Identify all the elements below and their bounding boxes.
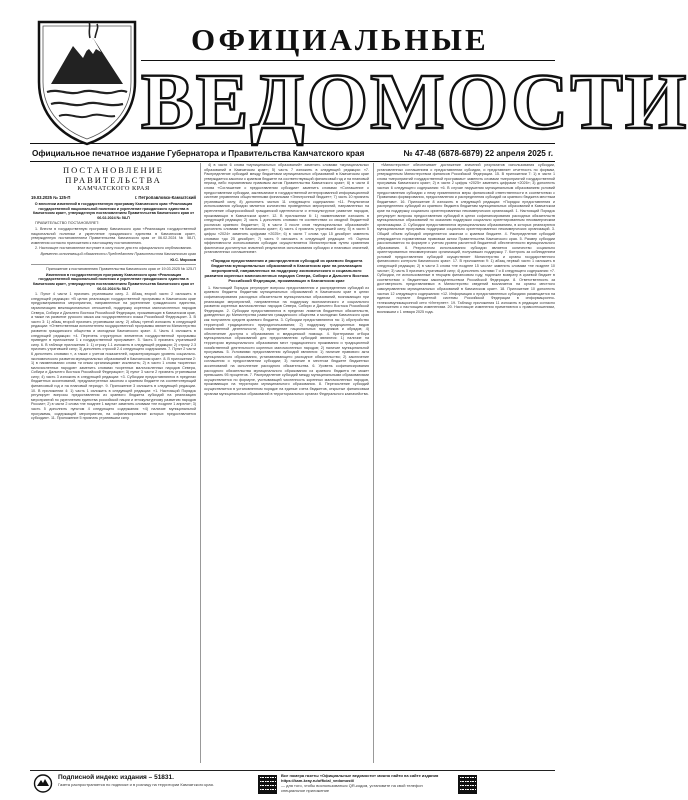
subscription-index: Подписной индекс издания – 51831. — [58, 774, 174, 781]
column-3-body: «Министерство» обеспечивает достижение значений результатов использования субсидии, установленных соглашением о предоставлении субсидии, и представляет отчетность по формам, утвержденным Министерством финансов Российской Федерации. 15. В приложении 7: 1) в части 1 слова «мероприятий государственной программы» заменить словами «мероприятий государственной программы Камчатского края»; 2) в части 2 цифры «2025» заменить цифрами «2026»; 3) дополнить частью 6 следующего содержания: «6. В случае нарушения муниципальным образованием условий предоставления субсидии к нему применяются меры финансовой ответственности в соответствии с Правилами формирования, предоставления и распределения субсидий из краевого бюджета местным бюджетам». 16. Приложение 8 изложить в следующей редакции: «Порядок предоставления и распределения субсидий из краевого бюджета бюджетам муниципальных образований в Камчатском крае на поддержку социально ориентированных некоммерческих организаций. 1. Настоящий Порядок регулирует вопросы предоставления субсидий в целях софинансирования расходных обязательств муниципальных образований по оказанию поддержки социально ориентированным некоммерческим организациям. 2. Субсидии предоставляются муниципальным образованиям, в которых реализуются муниципальные программы поддержки социально ориентированных некоммерческих организаций. 3. Общий объем субсидий определяется законом о краевом бюджете. 4. Распределение субсидий утверждается нормативным правовым актом Правительства Камчатского края. 5. Размер субсидии рассчитывается по формуле с учетом уровня расчетной бюджетной обеспеченности муниципального образования. 6. Результатом использования субсидии является количество социально ориентированных некоммерческих организаций, получивших поддержку. 7. Контроль за соблюдением условий предоставления субсидий осуществляет Министерство и органы государственного финансового контроля Камчатского края». 17. В приложении 9: 1) абзац первый части 1 изложить в следующей редакции; 2) в части 3 слова «не позднее 15 числа» заменить словами «не позднее 10 числа»; 3) часть 5 признать утратившей силу; 4) дополнить частями 7 и 8 следующего содержания: «7. Субсидии, не использованные в текущем финансовом году, подлежат возврату в краевой бюджет в соответствии с бюджетным законодательством Российской Федерации. 8. Ответственность за достоверность представляемых в Министерство сведений возлагается на органы местного самоуправления муниципальных образований в Камчатском крае». 18. Приложение 10 дополнить частью 12 следующего содержания: «12. Информация о предоставленных субсидиях размещается на едином портале бюджетной системы Российской Федерации в информационно-телекоммуникационной сети «Интернет». 19. Таблицу приложения 11 изложить в редакции согласно приложению к настоящим изменениям. 20. Настоящие изменения применяются к правоотношениям, возникшим с 1 января 2025 года. — [377, 163, 555, 314]
decree-heading: О внесении изменений в государственную программу Камчатского края «Реализация государственной национальной политики и укрепление гражданского единства в Камчатском крае», утвержденную постановлением Правительства Камчатского края от 06.02.2024 № 58-П — [32, 202, 195, 220]
decree-date: 19.03.2025 № 125-П — [31, 194, 71, 200]
column-1 — [31, 163, 196, 767]
column-divider-1 — [200, 163, 201, 763]
changes-body: 1. Пункт 4 части 1 признать утратившим силу. 2. Абзац второй части 2 изложить в следующей редакции: «В целях реализации государственной программы в Камчатском крае предусматриваются мероприятия, направленные на укрепление гражданского единства, гармонизацию межнациональных отношений, поддержку коренных малочисленных народов Севера, Сибири и Дальнего Востока Российской Федерации, проживающих в Камчатском крае, а также на развитие русского языка как государственного языка Российской Федерации». 3. В части 3: 1) абзац второй признать утратившим силу; 2) абзац третий изложить в следующей редакции: «Ответственным исполнителем государственной программы является Министерство развития гражданского общества и молодежи Камчатского края». 4. Часть 4 изложить в следующей редакции: «4. Перечень структурных элементов государственной программы приведен в приложении 1 к государственной программе». 5. Часть 5 признать утратившей силу. 6. В таблице приложения 1: 1) строку 1.1 изложить в следующей редакции; 2) строку 2.3 признать утратившей силу; 3) дополнить строкой 2.4 следующего содержания. 7. Пункт 2 части 6 дополнить словами «, а также с учетом показателей, характеризующих уровень социально-экономического развития муниципальных образований в Камчатском крае». 8. В приложении 2: 1) в наименовании слова «и иным организациям» исключить; 2) в части 1 слова «коренных малочисленных народов» заменить словами «коренных малочисленных народов Севера, Сибири и Дальнего Востока Российской Федерации»; 3) пункт 3 части 2 признать утратившим силу; 4) часть 3 изложить в следующей редакции: «3. Субсидии предоставляются в пределах бюджетных ассигнований, предусмотренных законом о краевом бюджете на соответствующий финансовый год и на плановый период». 9. Приложение 3 изложить в следующей редакции. 10. В приложении 4: 1) часть 1 изложить в следующей редакции: «1. Настоящий Порядок регулирует вопросы предоставления из краевого бюджета субсидий на реализацию мероприятий по укреплению единства российской нации и этнокультурному развитию народов России»; 2) в части 2 слова «не позднее 1 марта» заменить словами «не позднее 1 апреля»; 3) часть 5 дополнить пунктом 4 следующего содержания: «4) наличие муниципальной программы, содержащей мероприятия, на софинансирование которых предоставляется субсидия». 11. Приложение 5 признать утратившим силу. — [31, 292, 197, 421]
subline-rule — [30, 161, 555, 162]
masthead-subline — [32, 146, 553, 160]
decree-city: г. Петропавловск-Камчатский — [134, 194, 196, 200]
post-label: ПОСТАНОВЛЕНИЕ — [62, 165, 164, 175]
signer-role: Временно исполняющий обязанности Председателя Правительства Камчатского края — [40, 252, 196, 257]
archive-note: Все номера газеты «Официальные ведомости» можно найти на сайте издания https://kam-kray.ru/official_vedomosti/ — [281, 773, 439, 783]
decree-paragraph-1: 1. Внести в государственную программу Камчатского края «Реализация государственной национальной политики и укрепление гражданского единства в Камчатском крае», утвержденную постановлением Правительства Камчатского края от 06.02.2024 № 58-П, изменения согласно приложению к настоящему постановлению. — [31, 227, 196, 245]
column-2-body-b: 1. Настоящий Порядок регулирует вопросы предоставления и распределения субсидий из краевого бюджета бюджетам муниципальных образований в Камчатском крае в целях софинансирования расходных обязательств муниципальных образований, возникающих при реализации мероприятий, направленных на поддержку экономического и социального развития коренных малочисленных народов Севера, Сибири и Дальнего Востока Российской Федерации. 2. Субсидии предоставляются в пределах лимитов бюджетных обязательств, доведенных до Министерства развития гражданского общества и молодежи Камчатского края как получателя средств краевого бюджета. 3. Субсидии предоставляются на: 1) обустройство территорий традиционного природопользования; 2) поддержку традиционных видов хозяйственной деятельности; 3) проведение национальных праздников и обрядов; 4) обеспечение доступа к образованию и медицинской помощи. 4. Критериями отбора муниципальных образований для предоставления субсидий являются: 1) наличие на территории муниципального образования мест традиционного проживания и традиционной хозяйственной деятельности коренных малочисленных народов; 2) наличие муниципальной программы. 5. Условиями предоставления субсидий являются: 1) наличие правового акта муниципального образования, устанавливающего расходное обязательство; 2) заключение соглашения о предоставлении субсидии; 3) наличие в местном бюджете бюджетных ассигнований на исполнение расходного обязательства. 6. Уровень софинансирования расходного обязательства муниципального образования из краевого бюджета не может превышать 95 процентов. 7. Распределение субсидий между муниципальными образованиями осуществляется по формуле, учитывающей численность коренных малочисленных народов, проживающих на территории муниципального образования. 8. Перечисление субсидий осуществляется в установленном порядке на единые счета бюджетов, открытые финансовым органам муниципальных образований в территориальных органах Федерального казначейства. — [204, 285, 369, 396]
post-body: ПРАВИТЕЛЬСТВА — [65, 175, 162, 185]
signer-name: Ю.С. Морозов — [170, 257, 196, 262]
column-divider-2 — [373, 163, 374, 763]
masthead-title-main: ВЕДОМОСТИ — [141, 59, 688, 146]
qr-code-icon — [258, 775, 277, 794]
column-2 — [204, 163, 369, 767]
decree-paragraph-2: 2. Настоящее постановление вступает в силу после дня его официального опубликования. — [35, 246, 192, 251]
column-2-body-a: 4) в части 6 слова «муниципальных образований» заменить словами «муниципальных образований в Камчатском крае»; 5) часть 7 изложить в следующей редакции: «7. Распределение субсидий между бюджетами муниципальных образований в Камчатском крае утверждается законом о краевом бюджете на соответствующий финансовый год и на плановый период либо нормативным правовым актом Правительства Камчатского края»; 6) в части 8 слова «Соглашение о предоставлении субсидии» заменить словами «Соглашение о предоставлении субсидии, заключаемое в государственной интегрированной информационной системе управления общественными финансами «Электронный бюджет»; 7) часть 10 признать утратившей силу; 8) дополнить частью 11 следующего содержания: «11. Результатом использования субсидии является количество проведенных мероприятий, направленных на укрепление общероссийской гражданской идентичности и этнокультурное развитие народов, проживающих в Камчатском крае». 12. В приложении 6: 1) наименование изложить в следующей редакции; 2) часть 1 дополнить словами «в соответствии со сводной бюджетной росписью краевого бюджета»; 3) в части 3 после слов «муниципальных образований» дополнить словами «в Камчатском крае»; 4) часть 4 признать утратившей силу; 5) в части 5 цифры «2024» заменить цифрами «2025»; 6) в части 7 слова «до 15 декабря» заменить словами «до 25 декабря»; 7) часть 9 изложить в следующей редакции: «9. Оценка эффективности использования субсидии осуществляется Министерством путем сравнения фактически достигнутых значений результатов использования субсидии и плановых значений, установленных соглашением». — [204, 163, 369, 255]
procedure-heading: «Порядок предоставления и распределения субсидий из краевого бюджета бюджетам муниципальных образований в Камчатском крае на реализацию мероприятий, направленных на поддержку экономического и социального развития коренных малочисленных народов Севера, Сибири и Дальнего Востока Российской Федерации, проживающих в Камчатском крае — [204, 257, 369, 283]
appendix-note: Приложение к постановлению Правительства Камчатского края от 19.03.2025 № 125-П — [46, 267, 196, 272]
decree-resolve: ПРАВИТЕЛЬСТВО ПОСТАНОВЛЯЕТ: — [35, 221, 100, 226]
masthead-title-top: ОФИЦИАЛЬНЫЕ — [191, 22, 489, 57]
masthead-rule-bottom — [30, 143, 555, 144]
post-region: КАМЧАТСКОГО КРАЯ — [77, 185, 150, 192]
subscription-note: Газета распространяется по подписке и в розницу на территории Камчатского края. — [58, 782, 214, 787]
issue-line: № 47-48 (6878-6879) 22 апреля 2025 г. — [403, 148, 553, 158]
changes-title: Изменения в государственную программу Камчатского края «Реализация государственной национальной политики и укрепление гражданского единства в Камчатском крае», утвержденную постановлением Правительства Камчатского края от 06.02.2024 № 58-П — [32, 272, 195, 291]
page-footer — [30, 770, 555, 795]
kamchatka-coat-of-arms-icon — [33, 18, 141, 146]
publisher-line: Официальное печатное издание Губернатора и Правительства Камчатского края — [32, 148, 365, 158]
column-3 — [377, 163, 555, 767]
qr-code-icon — [458, 775, 477, 794]
qr-instruction: — для того, чтобы воспользоваться QR-кодом, установите на свой телефон специальное приложение — [281, 783, 423, 793]
publisher-logo-icon — [32, 774, 54, 793]
